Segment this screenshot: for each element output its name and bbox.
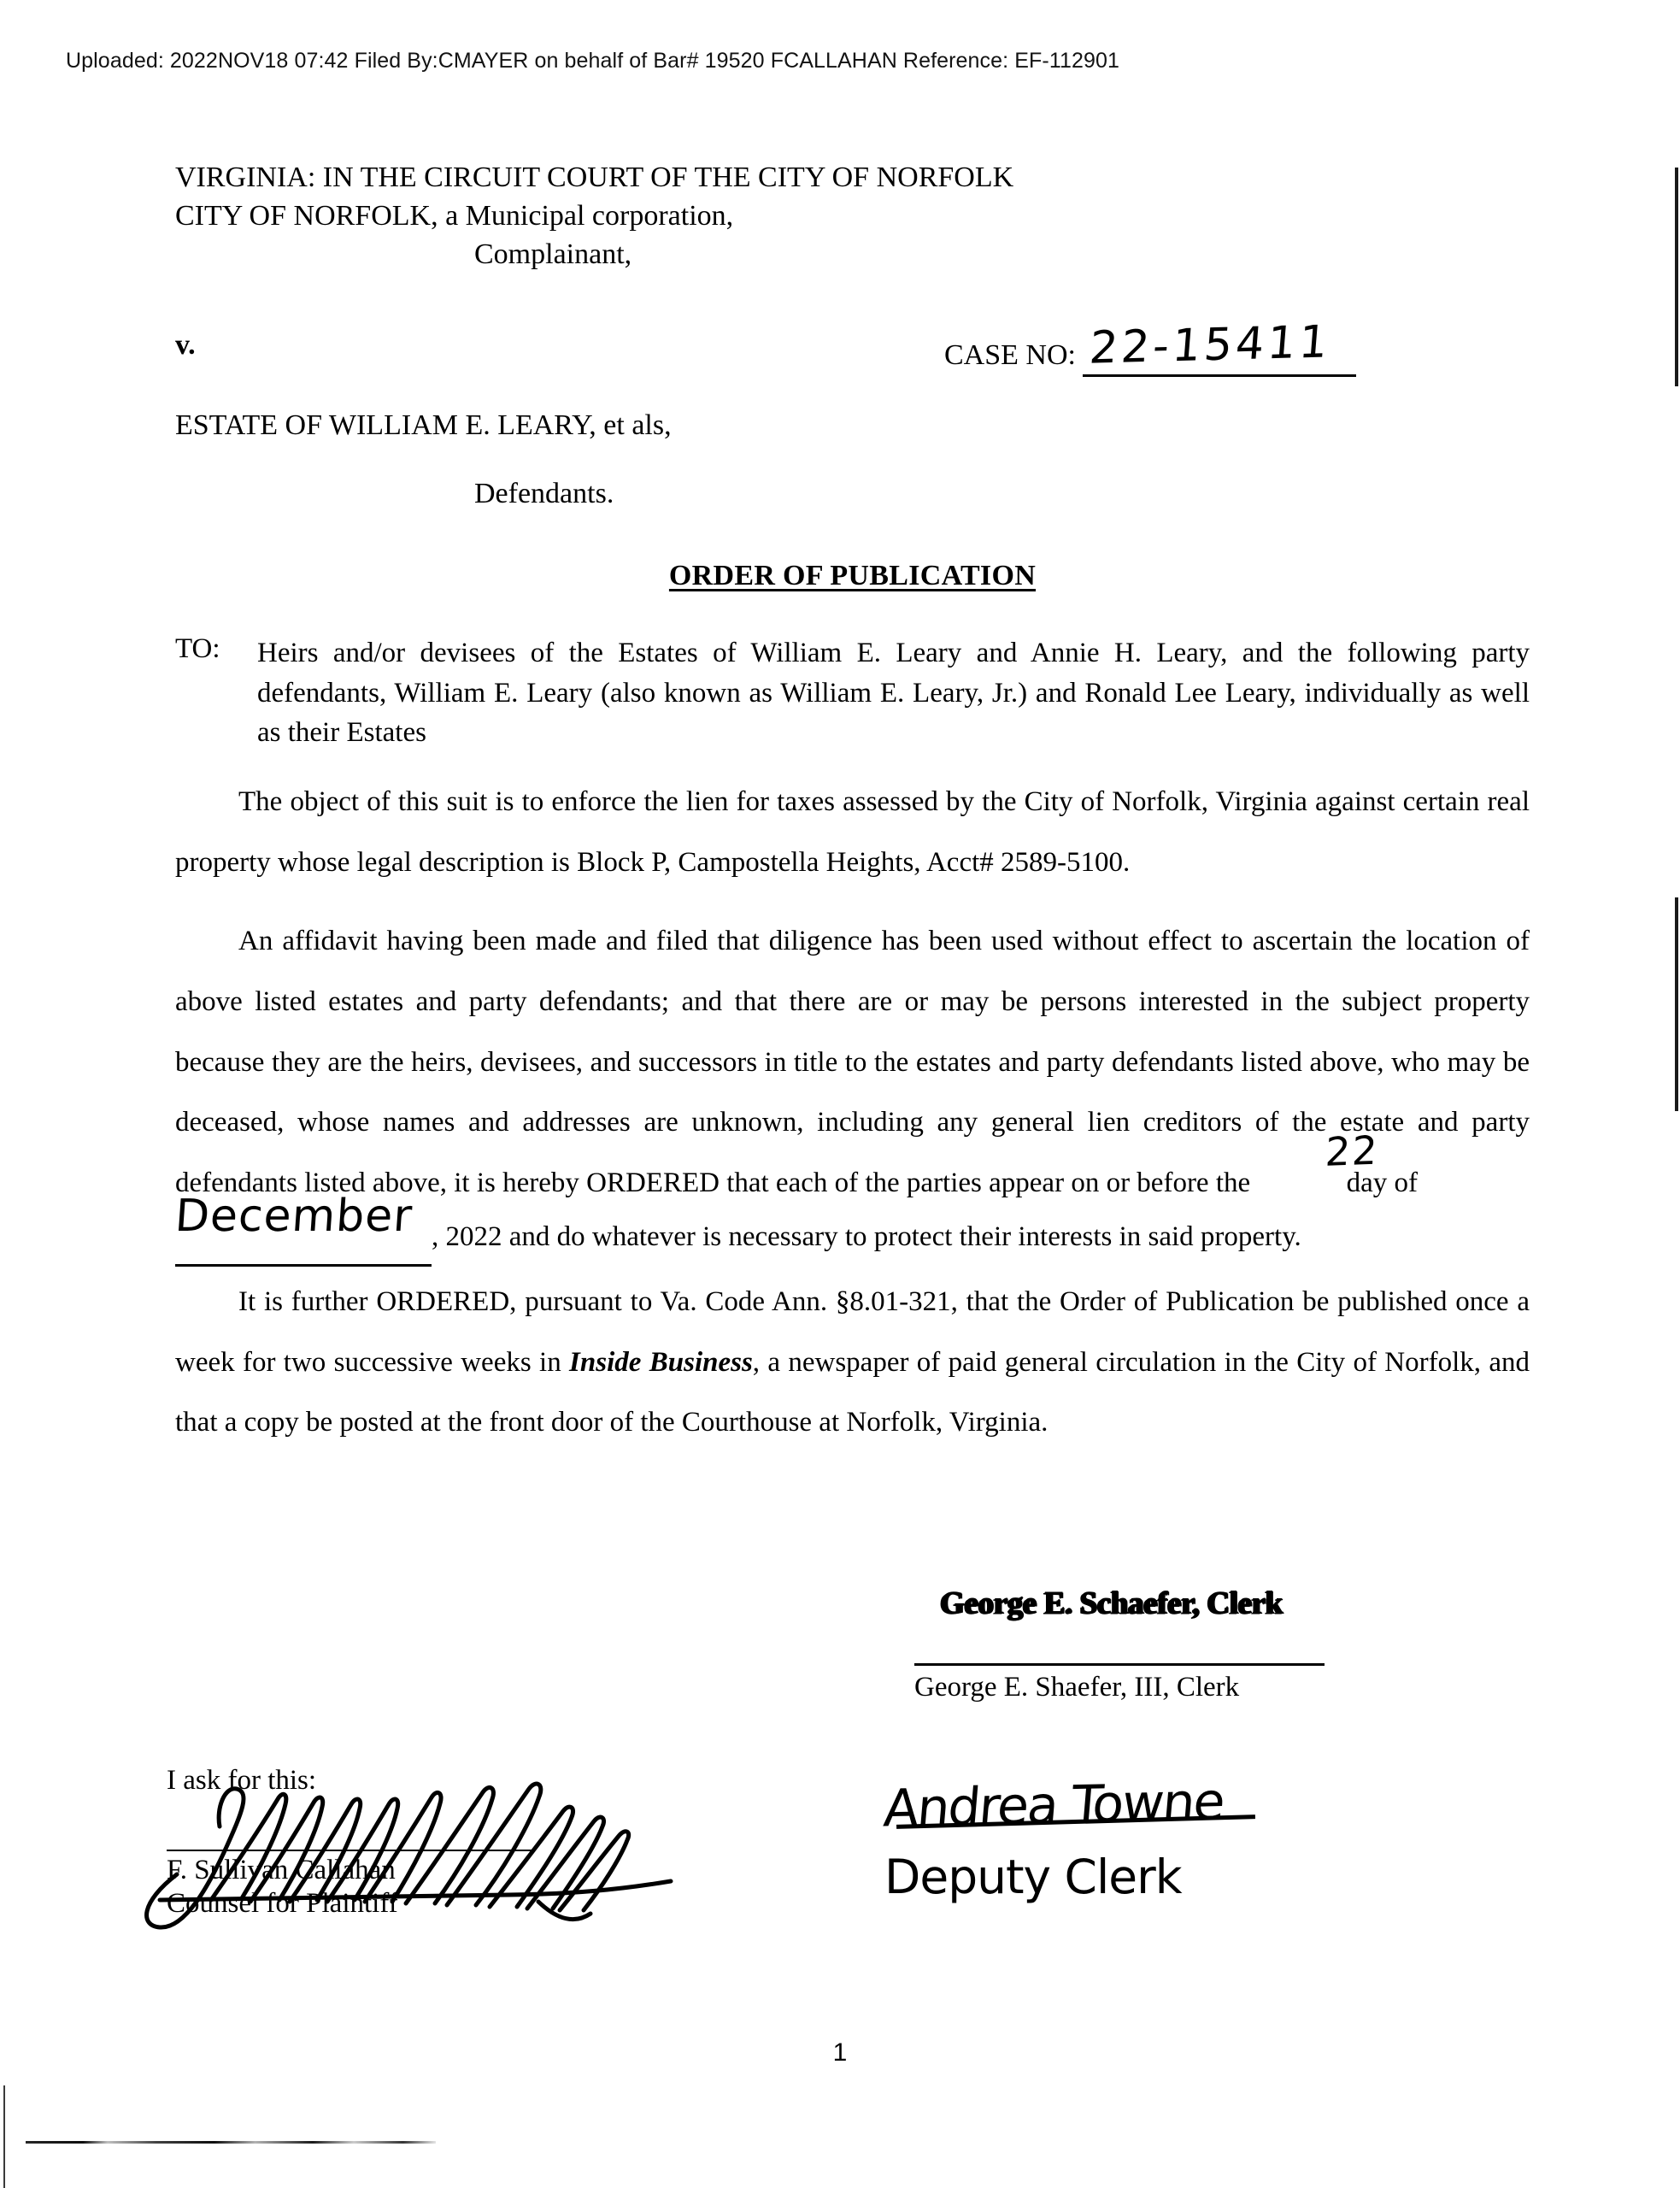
scan-edge-artifact-right-lower xyxy=(1675,897,1678,1111)
document-body xyxy=(175,158,1530,1453)
clerk-typed-name: George E. Shaefer, III, Clerk xyxy=(914,1672,1240,1703)
plaintiff-name-line: CITY OF NORFOLK, a Municipal corporation, xyxy=(175,200,734,232)
case-number-field xyxy=(944,315,1356,377)
attorney-typed-name: F. Sullivan Callahan xyxy=(167,1855,396,1885)
efiling-upload-stamp: Uploaded: 2022NOV18 07:42 Filed By:CMAYER on behalf of Bar# 19520 FCALLAHAN Reference: EF-112901 xyxy=(66,49,1119,73)
affidavit-text-part-one: An affidavit having been made and filed that diligence has been used without effect to ascertain the location of above listed estates and party defendants; and that there are or may be persons interested in the subject property because they are the heirs, devisees, and successors in title to the estates and party defendants listed above, who may be deceased, whose names and addresses are unknown, including any general lien creditors of the estate and party defendants listed above, it is hereby ORDERED that each of the parties appear on or before the xyxy=(175,926,1530,1198)
object-of-suit-paragraph: The object of this suit is to enforce the lien for taxes assessed by the City of Norfolk, Virginia against certain real property whose legal description is Block P, Campostella Heights, Acct# 2589-5100. xyxy=(175,786,1530,878)
case-number-blank-line xyxy=(1083,315,1356,377)
appear-month-blank xyxy=(173,1190,432,1267)
scan-edge-artifact-right-upper xyxy=(1675,168,1678,386)
deputy-clerk-signature-block xyxy=(881,1772,1414,1904)
addressee-text: Heirs and/or devisees of the Estates of William E. Leary and Annie H. Leary, and the following party defendants, William E. Leary (also known as William E. Leary, Jr.) and Ronald Lee Leary, individually as well as their Estates xyxy=(257,637,1530,749)
versus-and-case-number-row xyxy=(175,305,1530,397)
affidavit-paragraph xyxy=(175,911,1530,1213)
appear-month-handwritten-value: December xyxy=(173,1190,414,1242)
scan-edge-artifact-left xyxy=(3,2085,5,2188)
deputy-clerk-handwritten-signature: Andrea Towne xyxy=(881,1772,1226,1839)
attorney-signature-rule xyxy=(167,1850,534,1851)
defendant-name-line: ESTATE OF WILLIAM E. LEARY, et als, xyxy=(175,409,672,441)
document-title: ORDER OF PUBLICATION xyxy=(668,559,1037,591)
publication-text-part-two: , a newspaper of paid general circulation in the City of Norfolk, and that a copy be posted at the front door of the Courthouse at Norfolk, Virginia. xyxy=(175,1346,1530,1438)
page-number: 1 xyxy=(832,2038,848,2067)
addressee-label: TO: xyxy=(175,632,220,664)
deputy-clerk-handwritten-role: Deputy Clerk xyxy=(884,1850,1182,1904)
attorney-signature-block xyxy=(167,1765,765,1920)
newspaper-name: Inside Business xyxy=(569,1346,753,1378)
publication-paragraph xyxy=(175,1272,1530,1453)
appear-month-line xyxy=(173,1190,1530,1268)
case-number-label: CASE NO: xyxy=(944,338,1076,371)
case-number-handwritten-value: 22-15411 xyxy=(1087,315,1333,374)
attorney-role-label: Counsel for Plaintiff xyxy=(167,1888,398,1919)
clerk-signature-block xyxy=(914,1585,1367,1703)
clerk-signature-rule xyxy=(914,1663,1325,1666)
versus-label: v. xyxy=(175,328,196,361)
affidavit-text-part-three: , 2022 and do whatever is necessary to protect their interests in said property. xyxy=(432,1220,1301,1252)
scan-smudge-artifact-bottom xyxy=(26,2141,436,2144)
plaintiff-role-label: Complainant, xyxy=(474,238,632,271)
affidavit-text-part-two: day of xyxy=(1346,1167,1419,1198)
clerk-stamp-signature: George E. Schaefer, Clerk xyxy=(940,1586,1283,1621)
appear-day-handwritten-value: 22 xyxy=(1324,1127,1381,1176)
court-caption-line: VIRGINIA: IN THE CIRCUIT COURT OF THE CITY OF NORFOLK xyxy=(175,162,1014,193)
i-ask-for-this-label: I ask for this: xyxy=(167,1765,317,1796)
publication-text-part-one: It is further ORDERED, pursuant to Va. Code Ann. §8.01-321, that the Order of Publication be published once a week for two successive weeks in xyxy=(175,1286,1530,1378)
defendant-role-label: Defendants. xyxy=(474,477,614,509)
addressee-block xyxy=(175,633,1530,754)
